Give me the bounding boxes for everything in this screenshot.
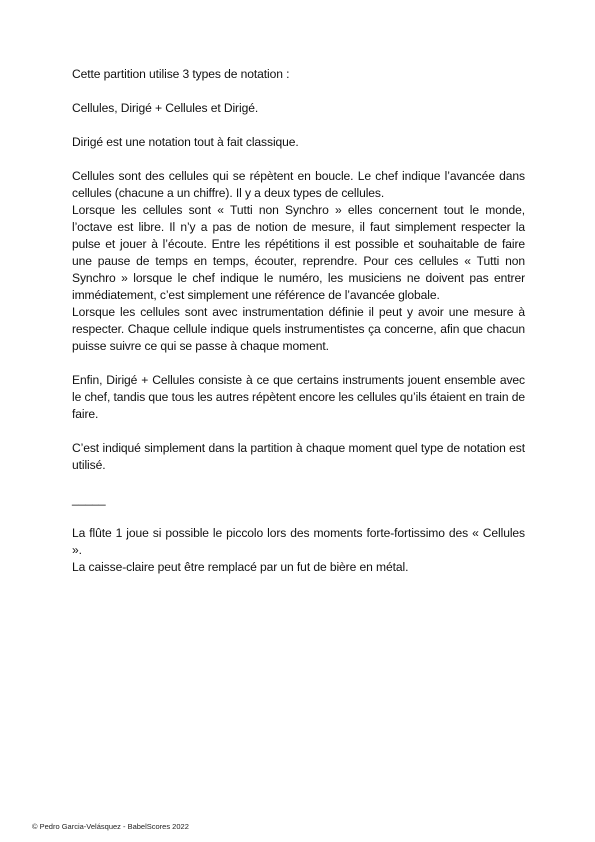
notation-types-paragraph: Cellules, Dirigé + Cellules et Dirigé. [72,101,259,115]
spacer [72,117,525,134]
spacer [72,423,525,440]
spacer [72,83,525,100]
flute-paragraph: La flûte 1 joue si possible le piccolo lors des moments forte-fortissimo des « Cellules ». [72,526,525,557]
copyright-footer: © Pedro Garcia-Velásquez - BabelScores 2022 [32,822,189,831]
dirige-paragraph: Dirigé est une notation tout à fait classique. [72,135,299,149]
intro-paragraph: Cette partition utilise 3 types de notation : [72,67,290,81]
separator-line: _____ [72,492,106,506]
spacer [72,474,525,491]
caisse-claire-paragraph: La caisse-claire peut être remplacé par un fut de bière en métal. [72,560,409,574]
spacer [72,355,525,372]
document-body [72,66,525,576]
cellules-paragraph-3: Lorsque les cellules sont avec instrumentation définie il peut y avoir une mesure à respecter. Chaque cellule indique quels instrumentistes ça concerne, afin que chacun puisse suivre ce qui se passe à chaque moment. [72,305,525,353]
dirige-cellules-paragraph: Enfin, Dirigé + Cellules consiste à ce que certains instruments jouent ensemble avec le chef, tandis que tous les autres répètent encore les cellules qu’ils étaient en train de faire. [72,373,525,421]
cellules-paragraph-1: Cellules sont des cellules qui se répètent en boucle. Le chef indique l’avancée dans cellules (chacune a un chiffre). Il y a deux types de cellules. [72,169,525,200]
spacer [72,508,525,525]
indication-paragraph: C’est indiqué simplement dans la partition à chaque moment quel type de notation est utilisé. [72,441,525,472]
spacer [72,151,525,168]
cellules-paragraph-2: Lorsque les cellules sont « Tutti non Synchro » elles concernent tout le monde, l’octave est libre. Il n’y a pas de notion de mesure, il faut simplement respecter la pulse et jouer à l’écoute. Entre les répétitions il est possible et souhaitable de faire une pause de temps en temps, écouter, reprendre. Pour ces cellules « Tutti non Synchro » lorsque le chef indique le numéro, les musiciens ne doivent pas entrer immédiatement, c’est simplement une référence de l’avancée globale. [72,203,525,302]
